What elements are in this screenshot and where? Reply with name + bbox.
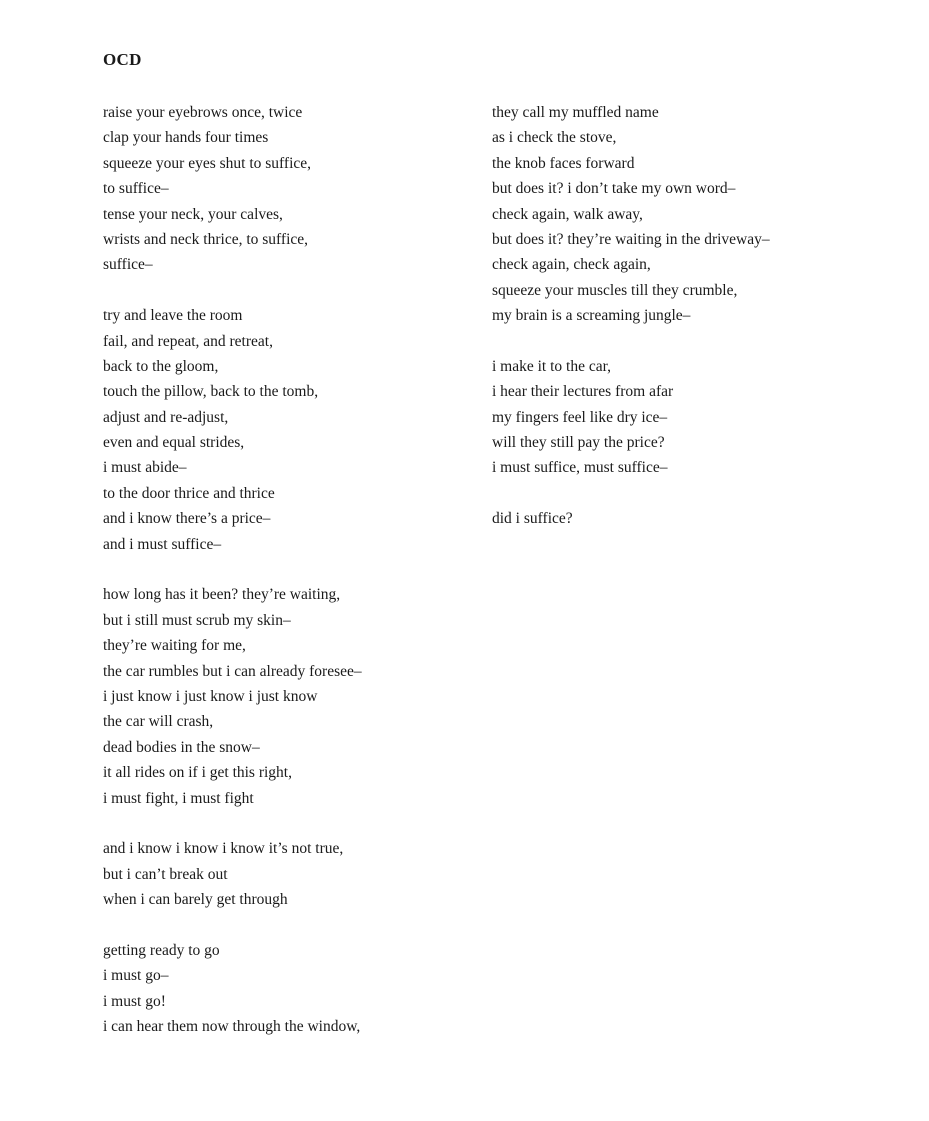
poem-line: when i can barely get through	[103, 891, 288, 909]
poem-line: raise your eyebrows once, twice	[103, 104, 303, 121]
poem-line: the car rumbles but i can already foresee–	[103, 662, 362, 680]
poem-line: they call my muffled name	[492, 104, 659, 121]
poem-line: adjust and re-adjust,	[103, 408, 229, 426]
poem-line: my brain is a screaming jungle–	[492, 307, 691, 325]
poem-column-right	[492, 100, 892, 532]
poem-line: but i still must scrub my skin–	[103, 611, 291, 629]
poem-line: back to the gloom,	[103, 357, 219, 375]
poem-line: did i suffice?	[492, 510, 573, 528]
poem-line: touch the pillow, back to the tomb,	[103, 383, 319, 401]
poem-line: i just know i just know i just know	[103, 687, 318, 705]
poem-line: getting ready to go	[103, 941, 220, 959]
poem-line: i must abide–	[103, 459, 187, 477]
poem-line: they’re waiting for me,	[103, 637, 246, 655]
poem-line: and i know there’s a price–	[103, 510, 271, 528]
poem-column-left	[103, 100, 473, 1039]
poem-line: clap your hands four times	[103, 129, 269, 147]
stanza	[103, 303, 473, 557]
poem-line: and i must suffice–	[103, 535, 222, 553]
poem-line: and i know i know i know it’s not true,	[103, 840, 344, 858]
poem-line: squeeze your muscles till they crumble,	[492, 281, 738, 299]
poem-line: fail, and repeat, and retreat,	[103, 332, 273, 350]
poem-line: squeeze your eyes shut to suffice,	[103, 154, 312, 172]
poem-line: i must go!	[103, 992, 166, 1010]
poem-line: i must go–	[103, 967, 169, 985]
poem-line: dead bodies in the snow–	[103, 738, 260, 756]
poem-line: try and leave the room	[103, 307, 243, 325]
poem-line: my fingers feel like dry ice–	[492, 408, 668, 426]
stanza	[492, 506, 892, 531]
poem-line: i can hear them now through the window,	[103, 1018, 361, 1036]
stanza	[103, 582, 473, 811]
poem-line: check again, walk away,	[492, 205, 643, 223]
poem-line: but does it? i don’t take my own word–	[492, 180, 736, 198]
poem-line: check again, check again,	[492, 256, 651, 274]
poem-line: as i check the stove,	[492, 129, 617, 147]
poem-line: to the door thrice and thrice	[103, 484, 275, 502]
poem-line: but i can’t break out	[103, 865, 228, 883]
stanza	[103, 938, 473, 1040]
poem-line: how long has it been? they’re waiting,	[103, 586, 341, 604]
poem-line: wrists and neck thrice, to suffice,	[103, 230, 309, 248]
poem-line: but does it? they’re waiting in the driveway–	[492, 230, 770, 248]
poem-line: tense your neck, your calves,	[103, 205, 283, 223]
stanza	[103, 836, 473, 912]
poem-line: suffice–	[103, 256, 153, 274]
poem-line: it all rides on if i get this right,	[103, 764, 292, 782]
poem-line: will they still pay the price?	[492, 434, 665, 452]
poem-line: i must suffice, must suffice–	[492, 459, 668, 477]
poem-line: the car will crash,	[103, 713, 214, 731]
stanza	[492, 354, 892, 481]
stanza	[492, 100, 892, 329]
poem-line: i must fight, i must fight	[103, 789, 254, 807]
poem-line: the knob faces forward	[492, 154, 635, 172]
poem-line: even and equal strides,	[103, 434, 245, 452]
poem-title: OCD	[103, 50, 142, 69]
poem-line: to suffice–	[103, 180, 169, 198]
poem-line: i hear their lectures from afar	[492, 383, 674, 401]
stanza	[103, 100, 473, 278]
poem-line: i make it to the car,	[492, 357, 612, 375]
